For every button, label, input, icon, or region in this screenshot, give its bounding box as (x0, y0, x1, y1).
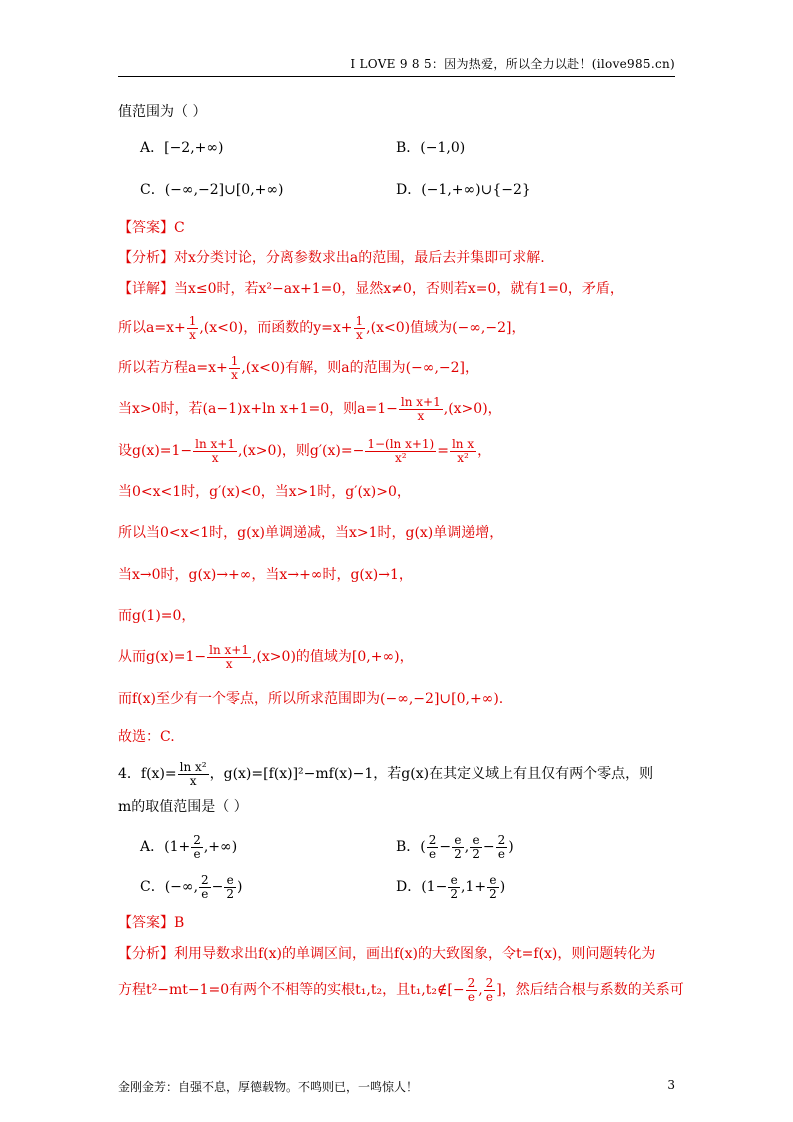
q3-analysis (118, 248, 545, 268)
fraction (470, 834, 482, 861)
stem-text: 4．f(x)= (118, 766, 177, 782)
q3-detail-2 (118, 311, 525, 345)
q3-detail-9: 而g(1)=0， (118, 608, 196, 624)
q4-analysis-2 (118, 972, 684, 1008)
denominator: e (497, 846, 505, 861)
analysis-text: ]，然后结合根与系数的关系可 (496, 982, 684, 998)
fraction (224, 874, 236, 901)
numerator: 1−(ln x+1) (367, 436, 435, 451)
q4-stem-2: m的取值范围是（ ） (118, 799, 248, 815)
numerator: e (224, 874, 236, 888)
denominator: e (201, 886, 209, 901)
option-text: B．( (396, 839, 426, 855)
option-text: C．(−∞, (140, 879, 199, 895)
fraction (193, 438, 237, 465)
analysis-text: 利用导数求出f(x)的单调区间，画出f(x)的大致图象，令t=f(x)，则问题转化为 (174, 946, 656, 962)
q3-detail-8: 当x→0时，g(x)→+∞，当x→+∞时，g(x)→1， (118, 567, 413, 583)
denominator: 2 (454, 846, 462, 861)
fraction (496, 834, 508, 861)
numerator: 1 (230, 353, 239, 368)
analysis-text: , (478, 982, 483, 998)
fraction (484, 977, 496, 1004)
detail-text: ,(x>0)的值域为[0,+∞)， (252, 649, 414, 665)
answer-tag: 【答案】 (118, 220, 174, 236)
numerator: ln x² (179, 759, 207, 774)
q3-option-b: B．(−1,0) (396, 140, 466, 156)
fraction (427, 834, 439, 861)
detail-text: ,(x>0)，则g′(x)=− (238, 443, 365, 459)
q3-detail-10 (118, 640, 414, 674)
analysis-text: 方程t²−mt−1=0有两个不相等的实根t₁,t₂，且t₁,t₂∉[− (118, 982, 465, 998)
q3-detail-11: 而f(x)至少有一个零点，所以所求范围即为(−∞,−2]∪[0,+∞). (118, 691, 504, 707)
q4-option-c (140, 870, 243, 904)
fraction (448, 874, 460, 901)
denominator: x (189, 773, 197, 788)
stem-text: ，g(x)=[f(x)]²−mf(x)−1，若g(x)在其定义域上有且仅有两个零点，则 (209, 766, 654, 782)
denominator: x (225, 656, 233, 671)
q4-analysis-1 (118, 944, 655, 964)
q3-option-c: C．(−∞,−2]∪[0,+∞) (140, 182, 284, 198)
denominator: e (467, 989, 475, 1004)
detail-text: ,(x>0)， (443, 401, 502, 417)
option-text: − (439, 839, 452, 855)
detail-text: ， (477, 443, 492, 459)
footer-motto: 金刚金芳：自强不息，厚德载物。不鸣则已，一鸣惊人！ (118, 1080, 419, 1094)
numerator: ln x+1 (209, 642, 249, 657)
q3-answer (118, 218, 185, 238)
numerator: 1 (188, 313, 197, 328)
q3-stem-tail: 值范围为（ ） (118, 104, 207, 120)
denominator: 2 (472, 846, 480, 861)
fraction (191, 834, 203, 861)
detail-text: 所以若方程a=x+ (118, 360, 228, 376)
analysis-tag: 【分析】 (118, 250, 174, 266)
option-text: ,1+ (460, 879, 487, 895)
numerator: ln x (451, 436, 475, 451)
denominator: e (485, 989, 494, 1004)
q3-detail-3 (118, 351, 479, 385)
answer-tag: 【答案】 (118, 915, 174, 931)
denominator: 2 (489, 886, 497, 901)
q3-detail-6: 当0<x<1时，g′(x)<0，当x>1时，g′(x)>0， (118, 484, 411, 500)
numerator: 2 (201, 872, 209, 887)
numerator: 2 (485, 975, 494, 990)
detail-text: 从而g(x)=1− (118, 649, 207, 665)
option-text: A．(1+ (140, 839, 191, 855)
denominator: x (231, 367, 238, 382)
fraction (450, 438, 476, 465)
denominator: x (211, 450, 219, 465)
numerator: ln x+1 (195, 436, 235, 451)
option-text: − (482, 839, 495, 855)
fraction (229, 355, 241, 382)
q4-option-b (396, 830, 514, 864)
numerator: 2 (497, 832, 506, 847)
denominator: x (189, 327, 196, 342)
detail-text: = (437, 443, 449, 459)
numerator: e (487, 874, 499, 888)
q4-stem (118, 756, 653, 792)
q4-answer (118, 913, 184, 933)
page-header: I LOVE 9 8 5：因为热爱，所以全力以赴！(ilove985.cn) (118, 55, 675, 77)
detail-text: 当x≤0时，若x²−ax+1=0，显然x≠0，否则若x=0，就有1=0，矛盾， (174, 281, 624, 297)
fraction (354, 315, 366, 342)
numerator: 2 (428, 832, 437, 847)
denominator: 2 (450, 886, 458, 901)
detail-text: ,(x<0)，而函数的y=x+ (199, 320, 353, 336)
detail-text: ,(x<0)有解，则a的范围为(−∞,−2]， (241, 360, 480, 376)
q3-detail-5 (118, 434, 491, 468)
numerator: 2 (193, 832, 201, 847)
q4-option-a (140, 830, 237, 864)
fraction (466, 977, 478, 1004)
fraction (452, 834, 464, 861)
fraction (178, 761, 209, 788)
page-number: 3 (667, 1078, 675, 1092)
fraction (487, 874, 499, 901)
answer-value: B (174, 915, 185, 931)
denominator: x² (394, 450, 407, 465)
detail-text: 设g(x)=1− (118, 443, 193, 459)
q3-option-a: A．[−2,+∞) (140, 140, 224, 156)
analysis-text: 对x分类讨论，分离参数求出a的范围，最后去并集即可求解. (174, 250, 545, 266)
fraction (187, 315, 199, 342)
q3-option-d: D．(−1,+∞)∪{−2} (396, 182, 531, 198)
detail-text: 当x>0时，若(a−1)x+ln x+1=0，则a=1− (118, 401, 398, 417)
numerator: e (448, 874, 460, 888)
option-text: ) (499, 879, 506, 895)
denominator: e (193, 846, 201, 861)
fraction (365, 438, 436, 465)
option-text: ) (237, 879, 243, 895)
denominator: e (429, 846, 437, 861)
detail-tag: 【详解】 (118, 281, 174, 297)
numerator: e (470, 834, 482, 848)
q3-detail-4 (118, 392, 502, 426)
q3-detail-1 (118, 279, 624, 299)
q3-detail-7: 所以当0<x<1时，g(x)单调递减，当x>1时，g(x)单调递增， (118, 525, 504, 541)
q4-option-d (396, 870, 505, 904)
option-text: , (464, 839, 470, 855)
detail-text: 所以a=x+ (118, 320, 186, 336)
numerator: ln x+1 (400, 394, 441, 409)
option-text: ) (508, 839, 514, 855)
q3-conclusion: 故选：C. (118, 729, 175, 745)
answer-value: C (174, 220, 185, 236)
fraction (207, 644, 251, 671)
option-text: − (211, 879, 224, 895)
numerator: 2 (467, 975, 476, 990)
denominator: x (355, 327, 363, 342)
analysis-tag: 【分析】 (118, 946, 174, 962)
denominator: x² (457, 450, 469, 465)
fraction (199, 874, 211, 901)
option-text: D．(1− (396, 879, 448, 895)
detail-text: ,(x<0)值域为(−∞,−2]， (366, 320, 526, 336)
numerator: e (452, 834, 464, 848)
numerator: 1 (355, 313, 364, 328)
fraction (399, 396, 443, 423)
denominator: 2 (226, 886, 235, 901)
option-text: ,+∞) (203, 839, 238, 855)
denominator: x (417, 408, 425, 423)
